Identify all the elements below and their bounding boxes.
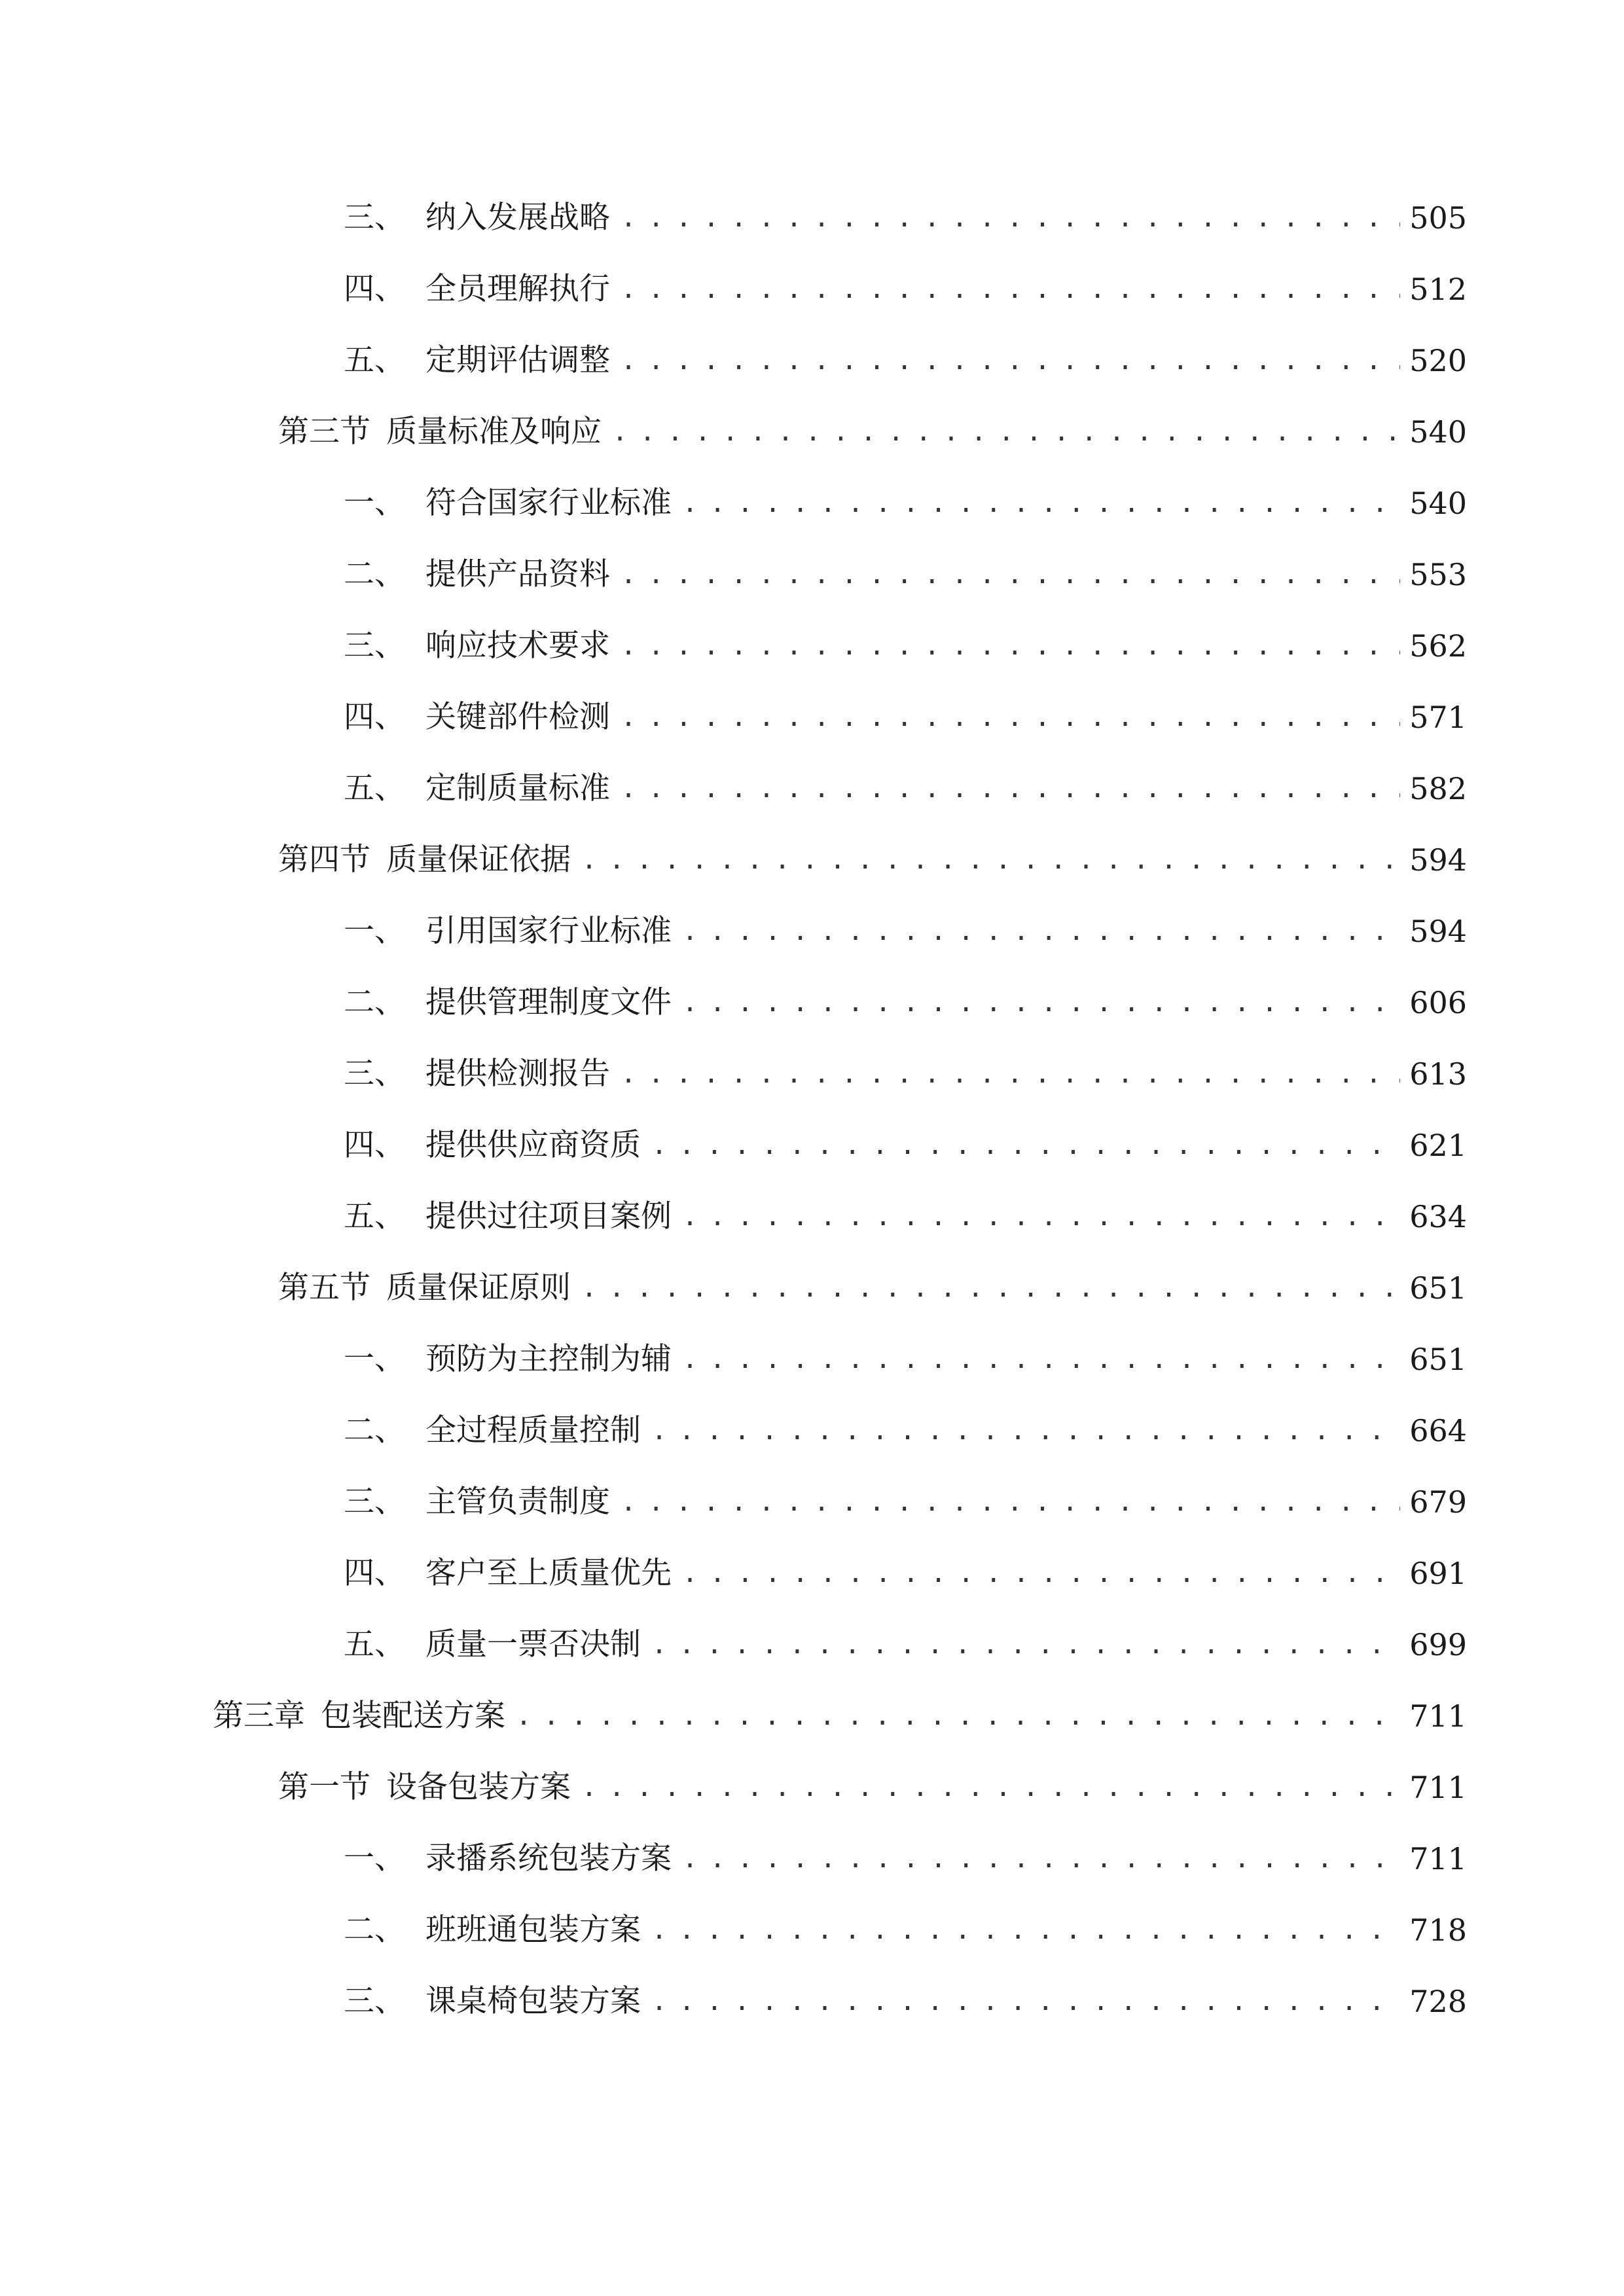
toc-entry-page: 582 [1409,771,1467,806]
toc-entry[interactable] [344,1833,1467,1885]
toc-entry-page: 651 [1409,1342,1467,1377]
toc-dot-leader [682,477,1400,529]
toc-entry-number: 三、 [344,1484,405,1520]
toc-entry[interactable] [344,1191,1467,1243]
toc-entry-number: 第五节 [278,1270,370,1306]
toc-entry-page: 634 [1409,1199,1467,1234]
toc-entry-page: 728 [1409,1984,1467,2019]
toc-entry-page: 540 [1409,486,1467,521]
toc-dot-leader [651,1975,1400,2028]
toc-entry[interactable] [344,1619,1467,1671]
toc-entry-number: 一、 [344,485,405,521]
toc-entry-title: 定制质量标准 [425,770,610,806]
toc-entry-number: 第四节 [278,842,370,878]
toc-entry-page: 505 [1409,200,1467,236]
toc-entry-page: 520 [1409,343,1467,378]
toc-entry-title: 班班通包装方案 [425,1912,641,1948]
toc-dot-leader [621,548,1400,601]
toc-entry-number: 四、 [344,1555,405,1591]
toc-entry[interactable] [344,1405,1467,1457]
toc-entry-title: 质量一票否决制 [425,1626,641,1662]
toc-entry-title: 全过程质量控制 [425,1412,641,1448]
toc-entry-page: 691 [1409,1556,1467,1591]
toc-entry[interactable] [278,406,1467,458]
toc-entry[interactable] [344,548,1467,601]
toc-dot-leader [682,1547,1400,1600]
toc-entry[interactable] [344,977,1467,1029]
toc-entry-page: 606 [1409,985,1467,1020]
toc-entry[interactable] [344,762,1467,815]
toc-entry-page: 512 [1409,272,1467,307]
toc-entry-number: 五、 [344,1626,405,1662]
toc-dot-leader [651,1619,1400,1671]
toc-dot-leader [651,1405,1400,1457]
toc-entry-number: 四、 [344,1127,405,1163]
toc-dot-leader [581,1262,1400,1314]
toc-entry-page: 594 [1409,914,1467,949]
toc-entry[interactable] [278,1761,1467,1814]
toc-dot-leader [581,834,1400,886]
toc-entry-number: 二、 [344,1412,405,1448]
toc-dot-leader [651,1119,1400,1172]
toc-entry[interactable] [344,1904,1467,1956]
toc-entry[interactable] [278,834,1467,886]
toc-entry-page: 711 [1409,1770,1467,1805]
toc-entry-page: 711 [1409,1698,1467,1734]
toc-entry[interactable] [344,334,1467,387]
toc-entry-title: 设备包装方案 [386,1769,571,1805]
toc-entry[interactable] [344,1547,1467,1600]
toc-dot-leader [516,1690,1400,1742]
toc-entry[interactable] [344,1119,1467,1172]
toc-dot-leader [682,1333,1400,1386]
toc-entry-title: 质量保证依据 [386,842,571,878]
toc-entry-number: 第一节 [278,1769,370,1805]
toc-entry-title: 提供产品资料 [425,556,610,592]
toc-entry-number: 二、 [344,984,405,1020]
toc-entry-number: 五、 [344,1198,405,1234]
toc-entry-page: 621 [1409,1128,1467,1163]
toc-entry[interactable] [344,691,1467,744]
toc-entry[interactable] [344,192,1467,244]
toc-entry-title: 质量标准及响应 [386,414,602,450]
toc-entry-title: 提供供应商资质 [425,1127,641,1163]
toc-entry-title: 定期评估调整 [425,342,610,378]
toc-entry-title: 全员理解执行 [425,271,610,307]
toc-entry[interactable] [344,620,1467,672]
toc-entry-number: 一、 [344,1840,405,1876]
toc-entry-number: 二、 [344,1912,405,1948]
toc-entry[interactable] [344,1975,1467,2028]
toc-entry-title: 纳入发展战略 [425,200,610,236]
toc-entry-page: 711 [1409,1841,1467,1876]
toc-entry[interactable] [344,1048,1467,1100]
toc-entry[interactable] [344,263,1467,315]
toc-entry-title: 包装配送方案 [321,1698,505,1734]
toc-entry-title: 课桌椅包装方案 [425,1983,641,2019]
toc-dot-leader [581,1761,1400,1814]
toc-entry-number: 三、 [344,200,405,236]
toc-entry-number: 一、 [344,1341,405,1377]
toc-entry[interactable] [344,1476,1467,1528]
toc-entry-number: 四、 [344,271,405,307]
toc-entry-number: 二、 [344,556,405,592]
toc-entry-page: 664 [1409,1413,1467,1448]
toc-entry-page: 679 [1409,1484,1467,1520]
toc-dot-leader [621,334,1400,387]
toc-dot-leader [682,1833,1400,1885]
toc-dot-leader [612,406,1400,458]
toc-entry-number: 第三节 [278,414,370,450]
toc-entry-page: 613 [1409,1056,1467,1092]
toc-entry-title: 预防为主控制为辅 [425,1341,672,1377]
toc-entry[interactable] [344,905,1467,958]
toc-dot-leader [651,1904,1400,1956]
toc-dot-leader [621,1048,1400,1100]
toc-dot-leader [682,905,1400,958]
toc-entry-number: 一、 [344,913,405,949]
toc-entry-page: 651 [1409,1270,1467,1306]
toc-entry[interactable] [213,1690,1467,1742]
toc-entry-page: 540 [1409,414,1467,450]
toc-entry-title: 录播系统包装方案 [425,1840,672,1876]
toc-entry-number: 三、 [344,628,405,664]
toc-entry-title: 客户至上质量优先 [425,1555,672,1591]
toc-dot-leader [621,263,1400,315]
toc-dot-leader [682,1191,1400,1243]
toc-entry-page: 718 [1409,1912,1467,1948]
toc-entry-page: 553 [1409,557,1467,592]
toc-dot-leader [682,977,1400,1029]
toc-entry-page: 699 [1409,1627,1467,1662]
toc-entry-number: 三、 [344,1056,405,1092]
toc-entry-title: 提供管理制度文件 [425,984,672,1020]
toc-entry-number: 五、 [344,770,405,806]
toc-entry-title: 提供过往项目案例 [425,1198,672,1234]
toc-entry-title: 提供检测报告 [425,1056,610,1092]
toc-entry-title: 符合国家行业标准 [425,485,672,521]
toc-entry-page: 594 [1409,842,1467,878]
toc-entry-page: 571 [1409,700,1467,735]
toc-entry-number: 四、 [344,699,405,735]
toc-dot-leader [621,762,1400,815]
toc-entry-number: 第三章 [213,1698,305,1734]
toc-entry-page: 562 [1409,628,1467,664]
toc-entry[interactable] [344,477,1467,529]
toc-dot-leader [621,691,1400,744]
toc-entry-title: 主管负责制度 [425,1484,610,1520]
toc-entry-title: 质量保证原则 [386,1270,571,1306]
toc-dot-leader [621,192,1400,244]
toc-entry-title: 响应技术要求 [425,628,610,664]
toc-entry-title: 引用国家行业标准 [425,913,672,949]
toc-entry-number: 五、 [344,342,405,378]
toc-entry-title: 关键部件检测 [425,699,610,735]
toc-entry-number: 三、 [344,1983,405,2019]
toc-entry[interactable] [278,1262,1467,1314]
toc-dot-leader [621,620,1400,672]
toc-dot-leader [621,1476,1400,1528]
toc-entry[interactable] [344,1333,1467,1386]
